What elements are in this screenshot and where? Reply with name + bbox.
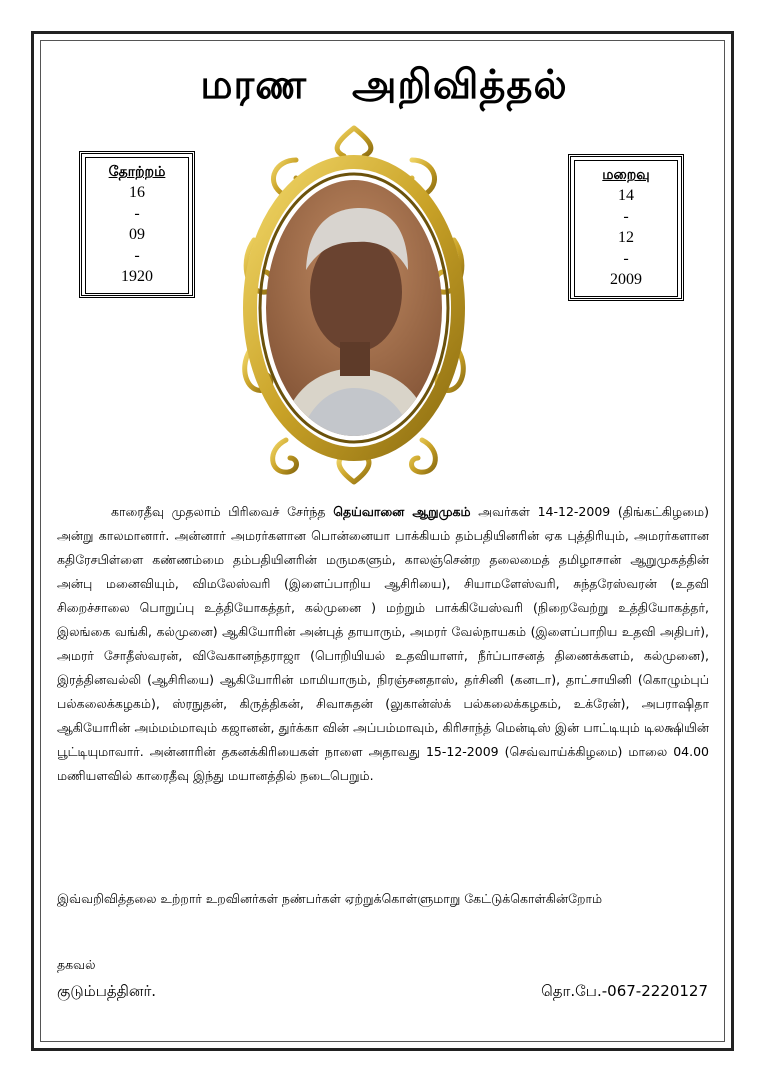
birth-sep-2: - <box>134 247 140 264</box>
portrait-frame <box>236 120 472 490</box>
birth-day: 16 <box>129 184 145 201</box>
obituary-text <box>57 500 709 788</box>
closing-request: இவ்வறிவித்தலை உற்றார் உறவினர்கள் நண்பர்கள் ஏற்றுக்கொள்ளுமாறு கேட்டுக்கொள்கின்றோம் <box>57 891 603 906</box>
family-signature: குடும்பத்தினர். <box>57 982 157 1000</box>
birth-label: தோற்றம் <box>108 164 166 180</box>
death-date-box <box>568 154 684 301</box>
page-title: மரண அறிவித்தல் <box>200 62 568 108</box>
deceased-name: தெய்வானை ஆறுமுகம் <box>333 504 471 519</box>
obituary-intro: காரைதீவு முதலாம் பிரிவைச் சேர்ந்த <box>111 504 334 519</box>
death-label: மறைவு <box>602 167 650 183</box>
death-month: 12 <box>618 229 634 246</box>
obituary-body: அவர்கள் 14-12-2009 (திங்கட்கிழமை) அன்று காலமானார். அன்னார் அமரர்களான பொன்னையா பாக்கியம் தம்பதியினரின் ஏக புத்திரியும், அமரர்களான கதிரேசபிள்ளை கண்ணம்மை தம்பதியினரின் மருமகளும், காலஞ்சென்ற தலைமைத் தமிழாசான் ஆறுமுகத்தின் அன்பு மனைவியும், விமலேஸ்வரி (இளைப்பாறிய ஆசிரியை), சியாமளேஸ்வரி, சுந்தரேஸ்வரன் (உதவி சிறைச்சாலை பொறுப்பு உத்தியோகத்தர், கல்முனை ) மற்றும் பாக்கியேஸ்வரி (நிறைவேற்று உத்தியோகத்தர், இலங்கை வங்கி, கல்முனை) ஆகியோரின் அன்புத் தாயாரும், அமரர் வேல்நாயகம் (இளைப்பாறிய உதவி அதிபர்), அமரர் சோதீஸ்வரன், விவேகானந்தராஜா (பொறியியல் உதவியாளர், நீர்ப்பாசனத் திணைக்களம், கல்முனை), இரத்தினவல்லி (ஆசிரியை) ஆகியோரின் மாமியாரும், நிரஞ்சனதாஸ், தர்சினி (கனடா), தாட்சாயினி (கொழும்புப் பல்கலைக்கழகம்), ஸ்ரநுதன், கிருத்திகன், சிவாசுதன் (லுகான்ஸ்க் பல்கலைக்கழகம், உக்ரேன்), அபராஷிதா ஆகியோரின் அம்மம்மாவும் கஜானன், துர்க்கா வின் அப்பம்மாவும், கிரிசாந்த் மென்டிஸ் இன் பாட்டியும் டிலக்ஷியின் பூட்டியுமாவார். அன்னாரின் தகனக்கிரியைகள் நாளை அதாவது 15-12-2009 (செவ்வாய்க்கிழமை) மாலை 04.00 மணியளவில் காரைதீவு இந்து மயானத்தில் நடைபெறும். <box>57 504 709 783</box>
death-year: 2009 <box>610 271 642 288</box>
death-sep-2: - <box>623 250 629 267</box>
death-sep-1: - <box>623 208 629 225</box>
birth-sep-1: - <box>134 205 140 222</box>
info-label: தகவல் <box>57 957 96 972</box>
phone-number: தொ.பே.-067-2220127 <box>541 982 708 1000</box>
birth-date-box <box>79 151 195 298</box>
birth-month: 09 <box>129 226 145 243</box>
death-day: 14 <box>618 187 634 204</box>
birth-year: 1920 <box>121 268 153 285</box>
